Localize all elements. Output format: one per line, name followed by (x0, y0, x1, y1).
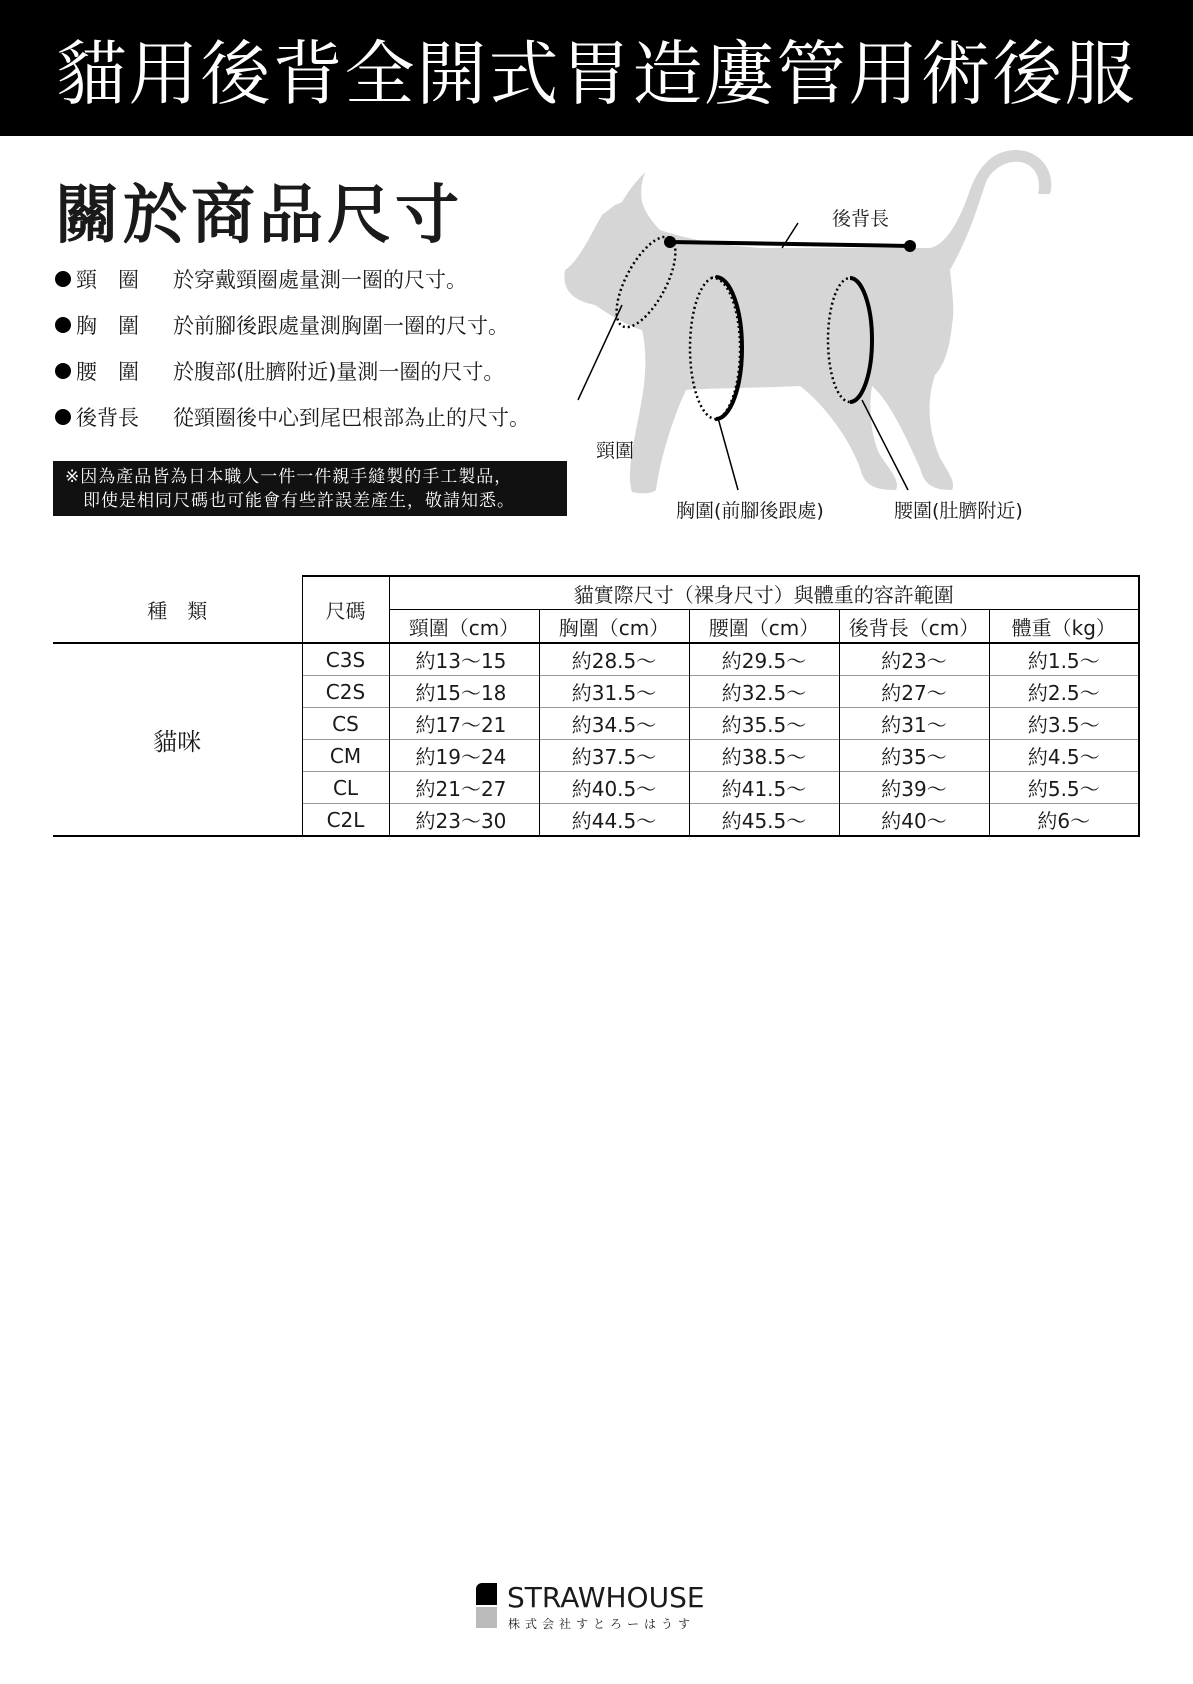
column-header-weight: 體重（kg） (989, 610, 1139, 644)
definition-desc: 於腹部(肚臍附近)量測一圈的尺寸。 (173, 360, 505, 384)
waist-cell: 約32.5～ (689, 676, 839, 708)
weight-cell: 約2.5～ (989, 676, 1139, 708)
back-length-end-dot (904, 240, 916, 252)
handmade-note (53, 461, 567, 516)
back-length-cell: 約27～ (839, 676, 989, 708)
definition-desc: 於前腳後跟處量測胸圍一圈的尺寸。 (173, 314, 509, 338)
chest-cell: 約44.5～ (539, 804, 689, 837)
back-length-cell: 約23～ (839, 643, 989, 676)
back-length-cell: 約39～ (839, 772, 989, 804)
weight-cell: 約5.5～ (989, 772, 1139, 804)
chest-cell: 約37.5～ (539, 740, 689, 772)
table-row (53, 643, 1139, 676)
size-cell: C2L (302, 804, 389, 837)
waist-cell: 約29.5～ (689, 643, 839, 676)
column-header-size: 尺碼 (302, 576, 389, 643)
measurement-definitions (55, 256, 615, 440)
size-cell: CS (302, 708, 389, 740)
back-length-start-dot (664, 236, 676, 248)
back-length-label: 後背長 (832, 208, 890, 230)
neck-label: 頸圍 (596, 440, 635, 462)
chest-label: 胸圍(前腳後跟處) (676, 500, 824, 522)
page-title: 貓用後背全開式胃造廔管用術後服 (56, 32, 1137, 115)
weight-cell: 約3.5～ (989, 708, 1139, 740)
column-header-neck: 頸圍（cm） (389, 610, 539, 644)
definition-desc: 從頸圈後中心到尾巴根部為止的尺寸。 (173, 406, 530, 430)
definition-desc: 於穿戴頸圈處量測一圈的尺寸。 (173, 268, 467, 292)
chest-cell: 約34.5～ (539, 708, 689, 740)
size-cell: CM (302, 740, 389, 772)
column-group-header: 貓實際尺寸（裸身尺寸）與體重的容許範圍 (389, 576, 1139, 610)
chest-cell: 約40.5～ (539, 772, 689, 804)
brand-logo (476, 1583, 726, 1638)
bullet-icon (55, 271, 71, 287)
bullet-icon (55, 409, 71, 425)
size-cell: C3S (302, 643, 389, 676)
weight-cell: 約1.5～ (989, 643, 1139, 676)
column-header-kind: 種 類 (53, 576, 302, 643)
definition-term: 後背長 (76, 406, 139, 430)
definition-chest (55, 302, 615, 348)
brand-mark-icon (476, 1583, 497, 1628)
definition-back-length (55, 394, 615, 440)
definition-term: 腰 圍 (76, 360, 139, 384)
waist-cell: 約45.5～ (689, 804, 839, 837)
note-line-2: 即使是相同尺碼也可能會有些許誤差產生，敬請知悉。 (83, 491, 515, 511)
bullet-icon (55, 317, 71, 333)
column-header-waist: 腰圍（cm） (689, 610, 839, 644)
title-banner (0, 0, 1193, 136)
waist-cell: 約41.5～ (689, 772, 839, 804)
size-table (53, 575, 1140, 837)
back-length-cell: 約35～ (839, 740, 989, 772)
brand-name: STRAWHOUSE (507, 1581, 705, 1614)
column-header-back-length: 後背長（cm） (839, 610, 989, 644)
chest-cell: 約28.5～ (539, 643, 689, 676)
neck-cell: 約17～21 (389, 708, 539, 740)
bullet-icon (55, 363, 71, 379)
neck-cell: 約15～18 (389, 676, 539, 708)
weight-cell: 約4.5～ (989, 740, 1139, 772)
definition-neck (55, 256, 615, 302)
back-length-cell: 約31～ (839, 708, 989, 740)
neck-cell: 約21～27 (389, 772, 539, 804)
cat-silhouette-icon (564, 150, 1051, 493)
kind-cell: 貓咪 (53, 643, 302, 836)
neck-pointer (578, 305, 622, 400)
definition-waist (55, 348, 615, 394)
chest-cell: 約31.5～ (539, 676, 689, 708)
waist-cell: 約35.5～ (689, 708, 839, 740)
neck-cell: 約13～15 (389, 643, 539, 676)
brand-company: 株式会社すとろーはうす (508, 1617, 696, 1631)
neck-cell: 約23～30 (389, 804, 539, 837)
cat-measurement-diagram (560, 150, 1120, 530)
note-line-1: ※因為產品皆為日本職人一件一件親手縫製的手工製品， (65, 467, 513, 487)
size-cell: CL (302, 772, 389, 804)
waist-cell: 約38.5～ (689, 740, 839, 772)
neck-cell: 約19～24 (389, 740, 539, 772)
section-title: 關於商品尺寸 (55, 179, 463, 253)
definition-term: 頸 圈 (76, 268, 139, 292)
back-length-cell: 約40～ (839, 804, 989, 837)
weight-cell: 約6～ (989, 804, 1139, 837)
waist-label: 腰圍(肚臍附近) (894, 500, 1023, 522)
size-cell: C2S (302, 676, 389, 708)
definition-term: 胸 圍 (76, 314, 139, 338)
column-header-chest: 胸圍（cm） (539, 610, 689, 644)
chest-pointer (718, 418, 738, 490)
